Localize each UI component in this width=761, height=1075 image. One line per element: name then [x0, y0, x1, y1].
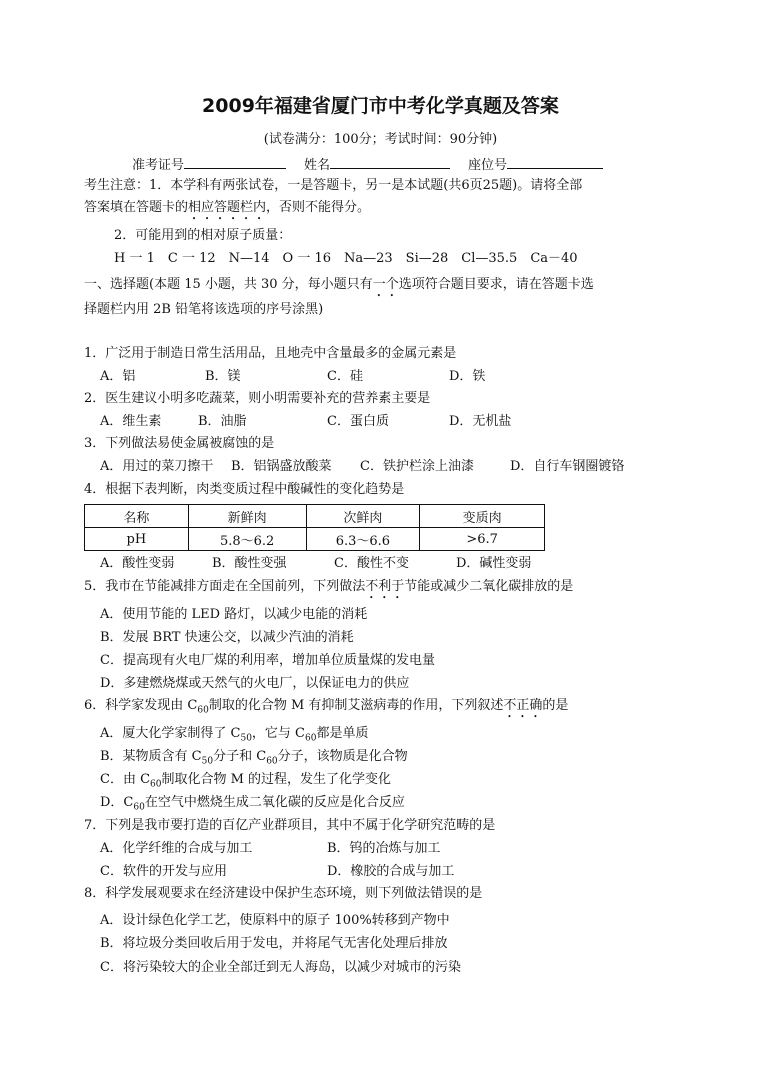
student-fields	[132, 156, 603, 174]
q5-stem: 5．我市在节能减排方面走在全国前列，下列做法不利于节能或减少二氧化碳排放的是	[84, 579, 574, 594]
emphasis-text: 不利于	[365, 579, 405, 594]
table-row	[85, 505, 545, 528]
q7-option-c: C．软件的开发与应用	[100, 864, 227, 879]
q4-stem: 4．根据下表判断，肉类变质过程中酸碱性的变化趋势是	[84, 482, 405, 497]
q7-stem: 7．下列是我市要打造的百亿产业群项目，其中不属于化学研究范畴的是	[84, 818, 496, 833]
ph-table	[84, 504, 545, 551]
table-cell: 5.8～6.2	[188, 528, 306, 551]
q3-stem: 3．下列做法易使金属被腐蚀的是	[84, 436, 275, 451]
table-header-cell: 名称	[85, 505, 189, 528]
atomic-masses: H 一 1 C 一 12 N—14 O 一 16 Na—23 Si—28 Cl—35.5 Ca－40	[114, 251, 578, 266]
q4-option-b: B．酸性变强	[212, 556, 287, 571]
section1-instructions-2: 择题栏内用 2B 铅笔将该选项的序号涂黑)	[84, 302, 324, 317]
name-blank	[330, 156, 450, 169]
q5-option-b: B．发展 BRT 快速公交，以减少汽油的消耗	[100, 630, 354, 645]
q5-option-c: C．提高现有火电厂煤的利用率，增加单位质量煤的发电量	[100, 653, 435, 668]
page-title: 2009年福建省厦门市中考化学真题及答案	[202, 95, 559, 117]
exam-no-label: 准考证号	[132, 158, 185, 173]
q8-option-b: B．将垃圾分类回收后用于发电，并将尾气无害化处理后排放	[100, 936, 448, 951]
q3-option-a: A．用过的菜刀擦干	[100, 459, 214, 474]
q8-option-c: C．将污染较大的企业全部迁到无人海岛，以减少对城市的污染	[100, 960, 461, 975]
q1-option-a: A．铝	[100, 369, 136, 384]
q4-option-d: D．碱性变弱	[456, 556, 532, 571]
q3-option-c: C．铁护栏涂上油漆	[360, 459, 474, 474]
q1-option-b: B．镁	[205, 369, 241, 384]
q5-option-d: D．多建燃烧煤或天然气的火电厂，以保证电力的供应	[100, 676, 410, 691]
q6-option-d: D．$C_{60}$在空气中燃烧生成二氧化碳的反应是化合反应	[100, 795, 405, 813]
q4-option-a: A．酸性变弱	[100, 556, 175, 571]
q2-option-c: C．蛋白质	[327, 414, 389, 429]
q2-option-d: D．无机盐	[449, 414, 512, 429]
notice-line-1: 考生注意：1．本学科有两张试卷，一是答题卡，另一是本试题(共6页25题)。请将全部	[84, 178, 583, 193]
q1-stem: 1．广泛用于制造日常生活用品，且地壳中含量最多的金属元素是	[84, 346, 457, 361]
q6-option-b: B．某物质含有 $C_{50}$分子和 $C_{60}$分子，该物质是化合物	[100, 749, 408, 767]
table-cell: pH	[85, 528, 189, 551]
q3-option-b: B．铝锅盛放酸菜	[231, 459, 332, 474]
emphasis-text: 一个	[372, 277, 399, 292]
q1-option-d: D．铁	[449, 369, 486, 384]
name-label: 姓名	[304, 158, 331, 173]
q3-option-d: D．自行车钢圈镀铬	[510, 459, 625, 474]
table-header-cell: 次鲜肉	[306, 505, 420, 528]
q6-stem: 6．科学家发现由 $C_{60}$制取的化合物 M 有抑制艾滋病毒的作用，下列叙述不正确的是	[84, 698, 569, 716]
q2-option-b: B．油脂	[198, 414, 247, 429]
exam-no-blank	[184, 156, 286, 169]
q2-option-a: A．维生素	[100, 414, 162, 429]
table-row	[85, 528, 545, 551]
table-header-cell: 新鲜肉	[188, 505, 306, 528]
section1-instructions-1: 一、选择题(本题 15 小题，共 30 分，每小题只有一个选项符合题目要求，请在答题卡选	[84, 277, 594, 292]
q1-option-c: C．硅	[327, 369, 363, 384]
q8-option-a: A．设计绿色化学工艺，使原料中的原子 100%转移到产物中	[100, 913, 450, 928]
table-cell: >6.7	[420, 528, 545, 551]
q7-option-a: A．化学纤维的合成与加工	[100, 841, 253, 856]
q7-option-b: B．钨的冶炼与加工	[327, 841, 441, 856]
q4-option-c: C．酸性不变	[334, 556, 409, 571]
emphasis-text: 不正确	[503, 698, 543, 713]
notice-line-2: 答案填在答题卡的相应答题栏内，否则不能得分。	[84, 200, 371, 215]
seat-blank	[507, 156, 603, 169]
seat-label: 座位号	[468, 158, 508, 173]
table-header-cell: 变质肉	[420, 505, 545, 528]
q2-stem: 2．医生建议小明多吃蔬菜，则小明需要补充的营养素主要是	[84, 391, 431, 406]
table-cell: 6.3～6.6	[306, 528, 420, 551]
q7-option-d: D．橡胶的合成与加工	[327, 864, 455, 879]
emphasis-text: 相应答题栏内	[188, 200, 267, 215]
notice-point-2: 2．可能用到的相对原子质量：	[114, 228, 292, 243]
q8-stem: 8．科学发展观要求在经济建设中保护生态环境，则下列做法错误的是	[84, 886, 483, 901]
q6-option-a: A．厦大化学家制得了 $C_{50}$，它与 $C_{60}$都是单质	[100, 726, 369, 744]
exam-info: (试卷满分：100分；考试时间：90分钟)	[263, 132, 498, 147]
q5-option-a: A．使用节能的 LED 路灯，以减少电能的消耗	[100, 607, 368, 622]
q6-option-c: C．由 $C_{60}$制取化合物 M 的过程，发生了化学变化	[100, 772, 392, 790]
